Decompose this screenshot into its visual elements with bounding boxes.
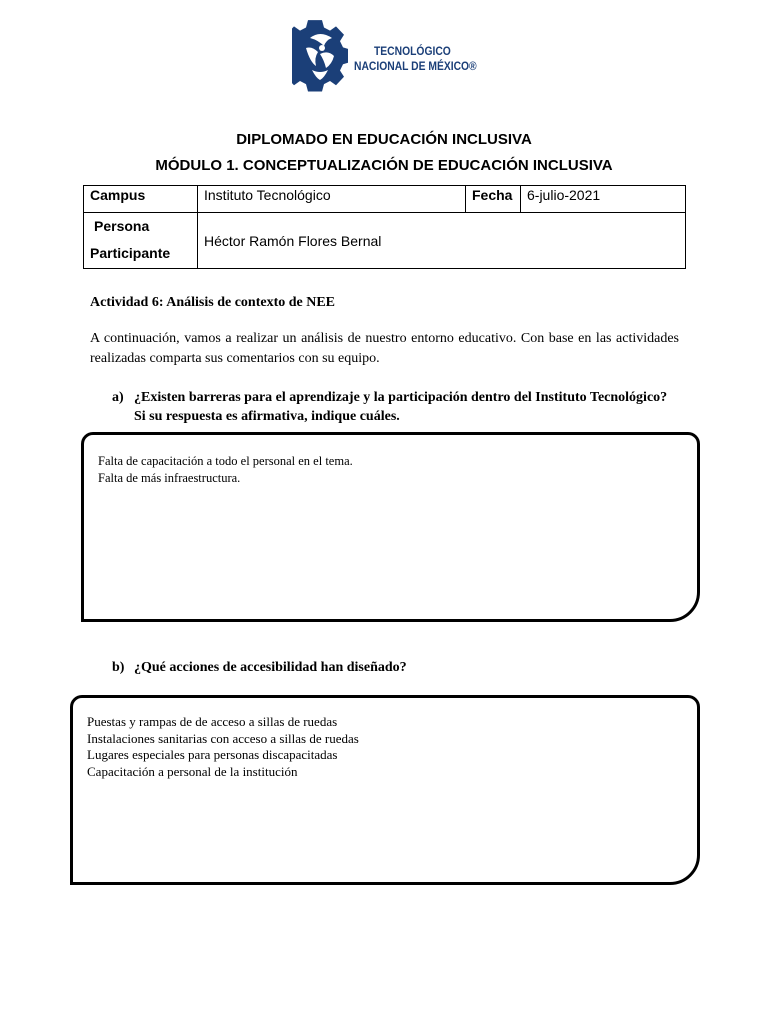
answer-box-b [70, 695, 700, 885]
question-b [112, 658, 672, 677]
persona-value: Héctor Ramón Flores Bernal [198, 213, 686, 269]
activity-title: Actividad 6: Análisis de contexto de NEE [90, 295, 336, 310]
answer-a-line: Falta de más infraestructura. [98, 471, 241, 485]
answer-b-line: Instalaciones sanitarias con acceso a sillas de ruedas [87, 730, 359, 746]
question-b-letter: b) [112, 660, 125, 675]
question-a [112, 388, 672, 426]
intro-paragraph: A continuación, vamos a realizar un análisis de nuestro entorno educativo. Con base en las actividades realizadas comparta sus comentarios con su equipo. [90, 331, 679, 366]
answer-b-line: Capacitación a personal de la institución [87, 763, 298, 779]
document-title: DIPLOMADO EN EDUCACIÓN INCLUSIVA [236, 131, 532, 148]
persona-label [84, 213, 198, 269]
answer-box-a [81, 432, 700, 622]
gear-emblem-icon [292, 18, 348, 100]
campus-label: Campus [84, 186, 198, 213]
logo-text-line2: NACIONAL DE MÉXICO® [354, 59, 477, 73]
tecnm-logo [292, 18, 482, 100]
persona-label-line2: Participante [90, 245, 171, 261]
question-a-text: ¿Existen barreras para el aprendizaje y la participación dentro del Instituto Tecnológico? Si su respuesta es afirmativa, indique cuáles. [134, 390, 668, 424]
answer-a-line: Falta de capacitación a todo el personal en el tema. [98, 454, 353, 468]
fecha-label: Fecha [466, 186, 521, 213]
question-a-letter: a) [112, 390, 124, 405]
logo-text-line1: TECNOLÓGICO [374, 44, 451, 58]
table-row [84, 186, 686, 213]
fecha-value: 6-julio-2021 [521, 186, 686, 213]
answer-b-line: Lugares especiales para personas discapacitadas [87, 747, 338, 762]
persona-label-line1: Persona [94, 218, 150, 234]
answer-b-line: Puestas y rampas de de acceso a sillas de ruedas [87, 714, 338, 729]
campus-value: Instituto Tecnológico [198, 186, 466, 213]
table-row [84, 213, 686, 269]
question-b-text: ¿Qué acciones de accesibilidad han diseñado? [134, 660, 407, 675]
info-table [83, 185, 686, 269]
module-title: MÓDULO 1. CONCEPTUALIZACIÓN DE EDUCACIÓN INCLUSIVA [155, 157, 613, 174]
